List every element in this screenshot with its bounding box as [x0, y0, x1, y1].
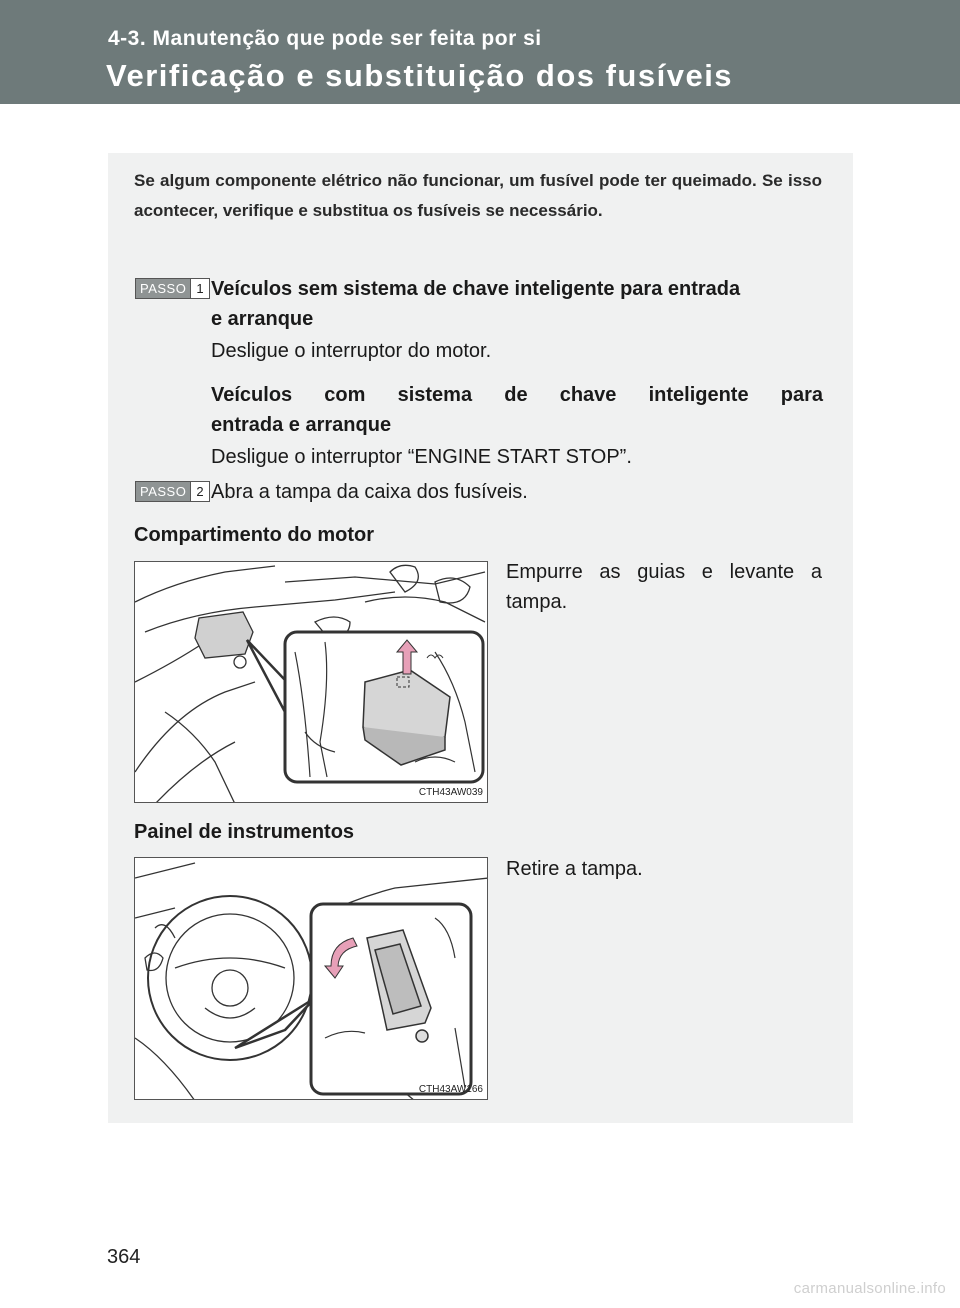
figure-code: CTH43AW039 — [418, 787, 483, 798]
step-1-heading-a-line1: Veículos sem sistema de chave inteligente para entrada — [211, 278, 741, 300]
chapter-header — [0, 0, 960, 104]
page-number: 364 — [107, 1246, 141, 1268]
fuse-box-small — [195, 612, 253, 658]
step-badge-word: PASSO — [136, 482, 190, 501]
section-engine-instruction: Empurre as guias e levante a tampa. — [506, 561, 822, 613]
section-label: 4-3. Manutenção que pode ser feita por si — [108, 27, 542, 50]
step-1-heading-b-line2: entrada e arranque — [211, 414, 392, 436]
section-panel-instruction: Retire a tampa. — [506, 858, 643, 880]
page-title: Verificação e substituição dos fusíveis — [106, 58, 734, 93]
step-badge-number: 1 — [190, 279, 208, 298]
step-1-badge — [135, 278, 210, 299]
engine-fuse-box-figure — [134, 561, 488, 803]
callout-pointer — [235, 998, 315, 1048]
intro-paragraph: Se algum componente elétrico não funcionar, um fusível pode ter queimado. Se isso acontecer, verifique e substitua os fusíveis se necessário. — [134, 171, 822, 220]
section-panel-title: Painel de instrumentos — [134, 821, 355, 843]
step-badge-number: 2 — [190, 482, 208, 501]
watermark: carmanualsonline.info — [793, 1280, 946, 1297]
step-1-heading-a-line2: e arranque — [211, 308, 314, 330]
callout-pointer — [247, 640, 285, 712]
instrument-panel-figure — [134, 857, 488, 1100]
step-1-heading-b-line1: Veículos com sistema de chave inteligente para — [211, 384, 823, 406]
engine-bay-illustration — [135, 562, 488, 803]
step-2-text: Abra a tampa da caixa dos fusíveis. — [211, 481, 528, 503]
dashboard-illustration — [135, 858, 488, 1100]
section-engine-title: Compartimento do motor — [134, 524, 374, 546]
step-1-text-a: Desligue o interruptor do motor. — [211, 340, 492, 362]
step-2-badge — [135, 481, 210, 502]
step-1-text-b: Desligue o interruptor “ENGINE START STOP”. — [211, 446, 632, 468]
step-badge-word: PASSO — [136, 279, 190, 298]
figure-code: CTH43AW166 — [418, 1084, 483, 1095]
